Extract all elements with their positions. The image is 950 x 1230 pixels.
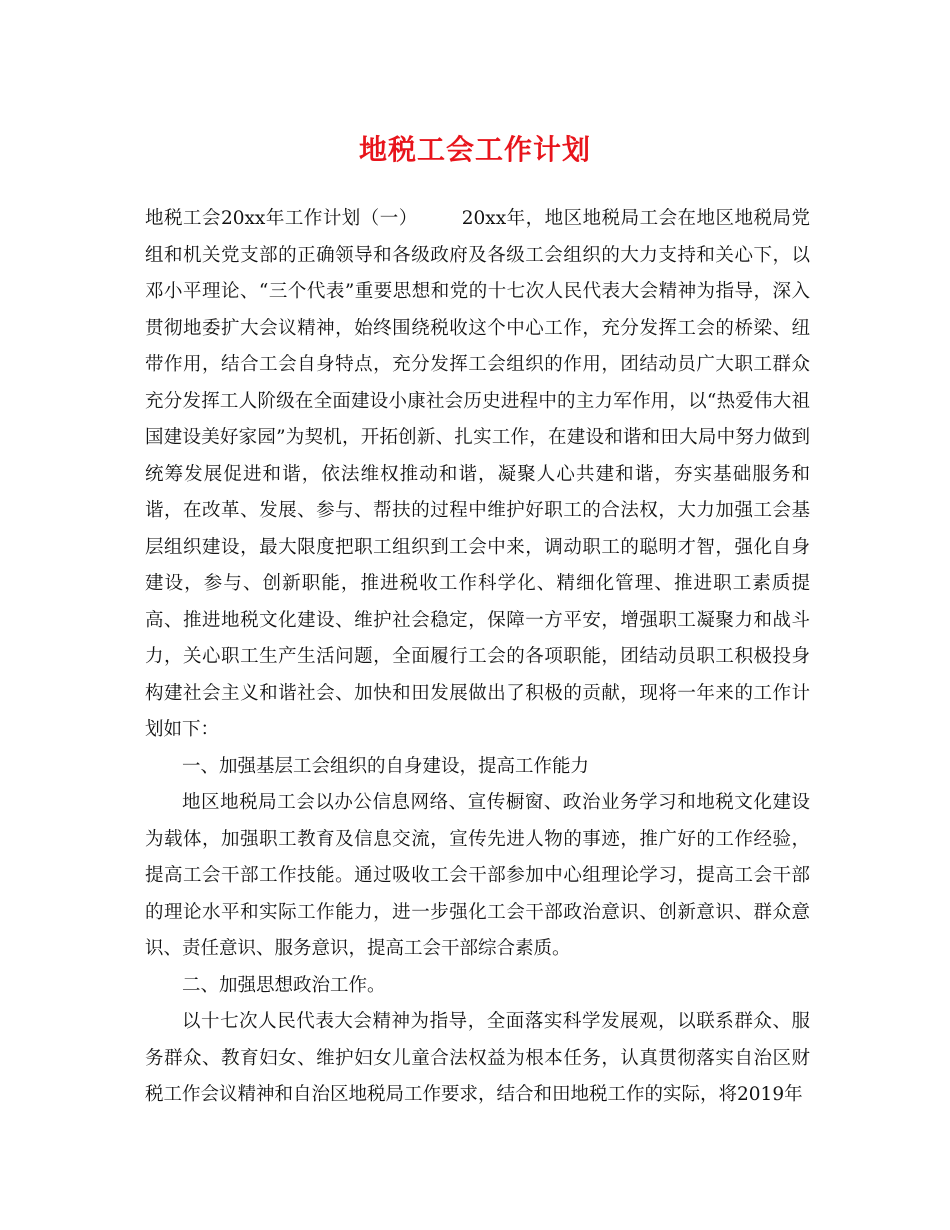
document-title: 地税工会工作计划 [358,133,591,166]
intro-paragraph [145,201,810,749]
section2-heading: 二、加强思想政治工作。 [182,974,386,996]
section1-heading: 一、加强基层工会组织的自身建设，提高工作能力 [182,755,590,777]
document-body [145,201,810,1114]
section2-body: 以十七次人民代表大会精神为指导，全面落实科学发展观，以联系群众、服务群众、教育妇女、维护妇女儿童合法权益为根本任务，认真贯彻落实自治区财税工作会议精神和自治区地税局工作要求，结合和田地税工作的实际，将2019年 [145,1011,810,1105]
section1-body: 地区地税局工会以办公信息网络、宣传橱窗、政治业务学习和地税文化建设为载体，加强职工教育及信息交流，宣传先进人物的事迹，推广好的工作经验，提高工会干部工作技能。通过吸收工会干部参加中心组理论学习，提高工会干部的理论水平和实际工作能力，进一步强化工会干部政治意识、创新意识、群众意识、责任意识、服务意识，提高工会干部综合素质。 [145,792,810,959]
intro-body: 20xx年，地区地税局工会在地区地税局党组和机关党支部的正确领导和各级政府及各级工会组织的大力支持和关心下，以邓小平理论、“三个代表”重要思想和党的十七次人民代表大会精神为指导，深入贯彻地委扩大会议精神，始终围绕税收这个中心工作，充分发挥工会的桥梁、纽带作用，结合工会自身特点，充分发挥工会组织的作用，团结动员广大职工群众充分发挥工人阶级在全面建设小康社会历史进程中的主力军作用，以“热爱伟大祖国建设美好家园”为契机，开拓创新、扎实工作，在建设和谐和田大局中努力做到统筹发展促进和谐，依法维权推动和谐，凝聚人心共建和谐，夯实基础服务和谐，在改革、发展、参与、帮扶的过程中维护好职工的合法权，大力加强工会基层组织建设，最大限度把职工组织到工会中来，调动职工的聪明才智，强化自身建设，参与、创新职能，推进税收工作科学化、精细化管理、推进职工素质提高、推进地税文化建设、维护社会稳定，保障一方平安，增强职工凝聚力和战斗力，关心职工生产生活问题，全面履行工会的各项职能，团结动员职工积极投身构建社会主义和谐社会、加快和田发展做出了积极的贡献，现将一年来的工作计划如下： [145,208,810,740]
intro-heading: 地税工会20xx年工作计划（一） [145,208,418,229]
